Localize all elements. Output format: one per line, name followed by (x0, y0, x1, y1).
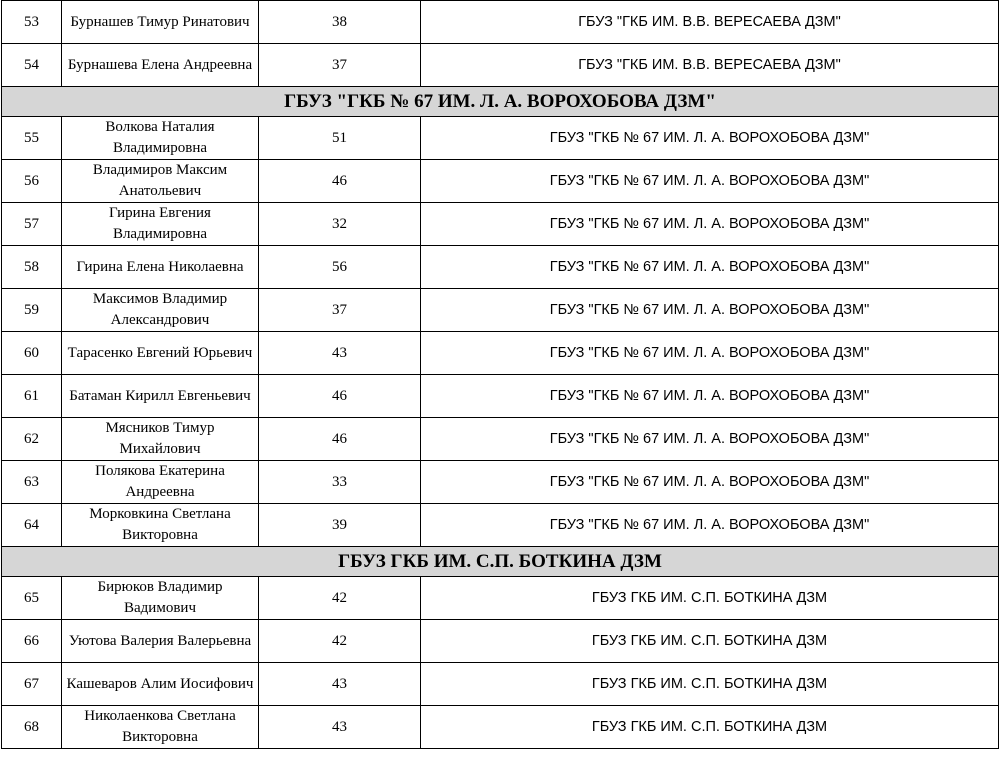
table-row (2, 246, 999, 289)
organization: ГБУЗ ГКБ ИМ. С.П. БОТКИНА ДЗМ (421, 577, 999, 620)
person-name: Бирюков Владимир Вадимович (62, 577, 259, 620)
age-value: 56 (259, 246, 421, 289)
age-value: 38 (259, 1, 421, 44)
row-number: 64 (2, 504, 62, 547)
age-value: 37 (259, 44, 421, 87)
age-value: 37 (259, 289, 421, 332)
organization: ГБУЗ "ГКБ № 67 ИМ. Л. А. ВОРОХОБОВА ДЗМ" (421, 289, 999, 332)
table-row (2, 332, 999, 375)
organization: ГБУЗ "ГКБ ИМ. В.В. ВЕРЕСАЕВА ДЗМ" (421, 44, 999, 87)
organization: ГБУЗ "ГКБ № 67 ИМ. Л. А. ВОРОХОБОВА ДЗМ" (421, 418, 999, 461)
organization: ГБУЗ "ГКБ № 67 ИМ. Л. А. ВОРОХОБОВА ДЗМ" (421, 504, 999, 547)
table-row (2, 1, 999, 44)
section-header-row (2, 547, 999, 577)
age-value: 46 (259, 160, 421, 203)
organization: ГБУЗ ГКБ ИМ. С.П. БОТКИНА ДЗМ (421, 706, 999, 749)
age-value: 51 (259, 117, 421, 160)
table-row (2, 160, 999, 203)
section-title: ГБУЗ ГКБ ИМ. С.П. БОТКИНА ДЗМ (2, 547, 999, 577)
organization: ГБУЗ "ГКБ № 67 ИМ. Л. А. ВОРОХОБОВА ДЗМ" (421, 203, 999, 246)
organization: ГБУЗ "ГКБ № 67 ИМ. Л. А. ВОРОХОБОВА ДЗМ" (421, 461, 999, 504)
organization: ГБУЗ "ГКБ ИМ. В.В. ВЕРЕСАЕВА ДЗМ" (421, 1, 999, 44)
table-row (2, 663, 999, 706)
table-row (2, 706, 999, 749)
age-value: 42 (259, 577, 421, 620)
table-row (2, 289, 999, 332)
age-value: 42 (259, 620, 421, 663)
age-value: 43 (259, 706, 421, 749)
organization: ГБУЗ "ГКБ № 67 ИМ. Л. А. ВОРОХОБОВА ДЗМ" (421, 332, 999, 375)
age-value: 46 (259, 418, 421, 461)
person-name: Бурнашев Тимур Ринатович (62, 1, 259, 44)
row-number: 62 (2, 418, 62, 461)
person-name: Уютова Валерия Валерьевна (62, 620, 259, 663)
row-number: 68 (2, 706, 62, 749)
row-number: 66 (2, 620, 62, 663)
age-value: 33 (259, 461, 421, 504)
organization: ГБУЗ ГКБ ИМ. С.П. БОТКИНА ДЗМ (421, 620, 999, 663)
table-row (2, 620, 999, 663)
table-row (2, 504, 999, 547)
person-name: Николаенкова Светлана Викторовна (62, 706, 259, 749)
age-value: 39 (259, 504, 421, 547)
table-row (2, 461, 999, 504)
person-name: Мясников Тимур Михайлович (62, 418, 259, 461)
age-value: 43 (259, 332, 421, 375)
row-number: 56 (2, 160, 62, 203)
row-number: 63 (2, 461, 62, 504)
age-value: 32 (259, 203, 421, 246)
table-row (2, 577, 999, 620)
organization: ГБУЗ ГКБ ИМ. С.П. БОТКИНА ДЗМ (421, 663, 999, 706)
person-name: Батаман Кирилл Евгеньевич (62, 375, 259, 418)
row-number: 60 (2, 332, 62, 375)
person-name: Бурнашева Елена Андреевна (62, 44, 259, 87)
person-name: Кашеваров Алим Иосифович (62, 663, 259, 706)
person-name: Гирина Елена Николаевна (62, 246, 259, 289)
person-name: Полякова Екатерина Андреевна (62, 461, 259, 504)
row-number: 58 (2, 246, 62, 289)
table-row (2, 44, 999, 87)
row-number: 55 (2, 117, 62, 160)
section-title: ГБУЗ "ГКБ № 67 ИМ. Л. А. ВОРОХОБОВА ДЗМ" (2, 87, 999, 117)
person-name: Гирина Евгения Владимировна (62, 203, 259, 246)
table-row (2, 203, 999, 246)
table-row (2, 117, 999, 160)
person-name: Владимиров Максим Анатольевич (62, 160, 259, 203)
person-name: Максимов Владимир Александрович (62, 289, 259, 332)
person-name: Морковкина Светлана Викторовна (62, 504, 259, 547)
organization: ГБУЗ "ГКБ № 67 ИМ. Л. А. ВОРОХОБОВА ДЗМ" (421, 375, 999, 418)
row-number: 57 (2, 203, 62, 246)
age-value: 43 (259, 663, 421, 706)
row-number: 65 (2, 577, 62, 620)
row-number: 67 (2, 663, 62, 706)
table-row (2, 375, 999, 418)
organization: ГБУЗ "ГКБ № 67 ИМ. Л. А. ВОРОХОБОВА ДЗМ" (421, 117, 999, 160)
row-number: 61 (2, 375, 62, 418)
row-number: 59 (2, 289, 62, 332)
row-number: 53 (2, 1, 62, 44)
section-header-row (2, 87, 999, 117)
table-row (2, 418, 999, 461)
organization: ГБУЗ "ГКБ № 67 ИМ. Л. А. ВОРОХОБОВА ДЗМ" (421, 246, 999, 289)
person-name: Тарасенко Евгений Юрьевич (62, 332, 259, 375)
age-value: 46 (259, 375, 421, 418)
organization: ГБУЗ "ГКБ № 67 ИМ. Л. А. ВОРОХОБОВА ДЗМ" (421, 160, 999, 203)
row-number: 54 (2, 44, 62, 87)
participants-table (1, 0, 999, 749)
person-name: Волкова Наталия Владимировна (62, 117, 259, 160)
